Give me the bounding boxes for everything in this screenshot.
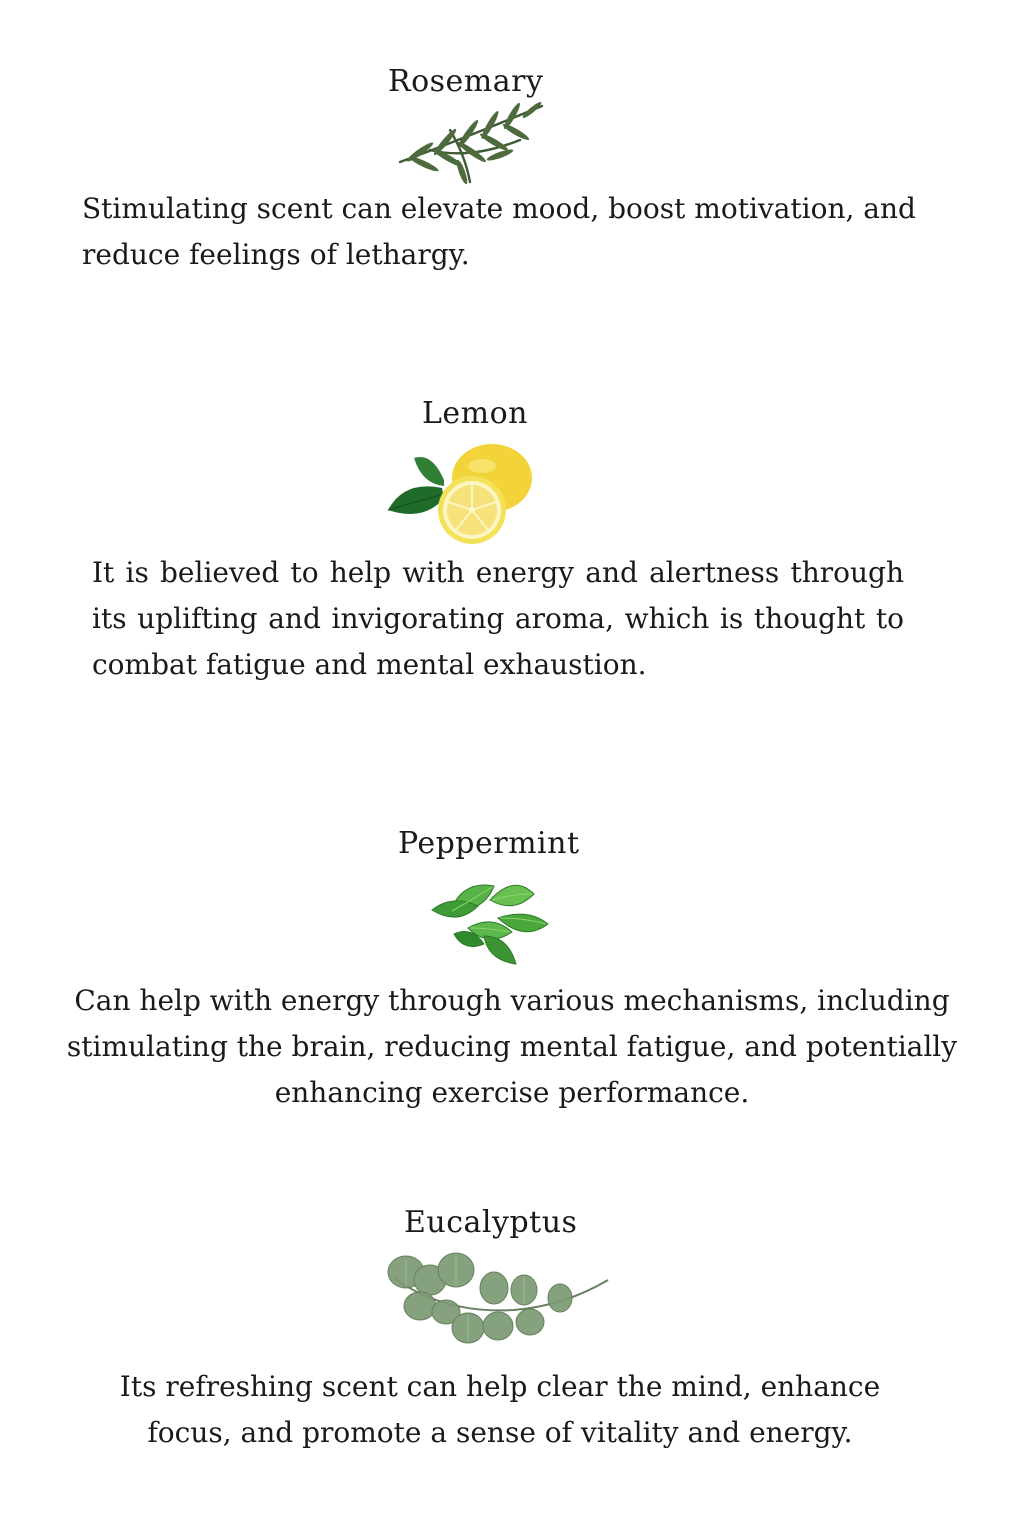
section-title: Peppermint: [398, 826, 580, 861]
section-title: Rosemary: [388, 64, 544, 99]
section-description: It is believed to help with energy and alertness through its uplifting and invigorating aroma, which is thought to combat fatigue and mental exhaustion.: [92, 556, 904, 681]
section-title: Lemon: [422, 396, 529, 431]
section-description: Can help with energy through various mechanisms, including stimulating the brain, reducing mental fatigue, and potentially enhancing exercise performance.: [66, 984, 958, 1109]
rosemary-sprig-icon: [390, 100, 550, 192]
peppermint-leaves-icon: [428, 872, 552, 972]
section-description: Stimulating scent can elevate mood, boost motivation, and reduce feelings of lethargy.: [82, 192, 916, 271]
section-description: Its refreshing scent can help clear the mind, enhance focus, and promote a sense of vitality and energy.: [119, 1370, 881, 1449]
eucalyptus-branch-icon: [384, 1250, 612, 1364]
lemon-icon: [384, 440, 536, 550]
section-title: Eucalyptus: [404, 1205, 578, 1240]
